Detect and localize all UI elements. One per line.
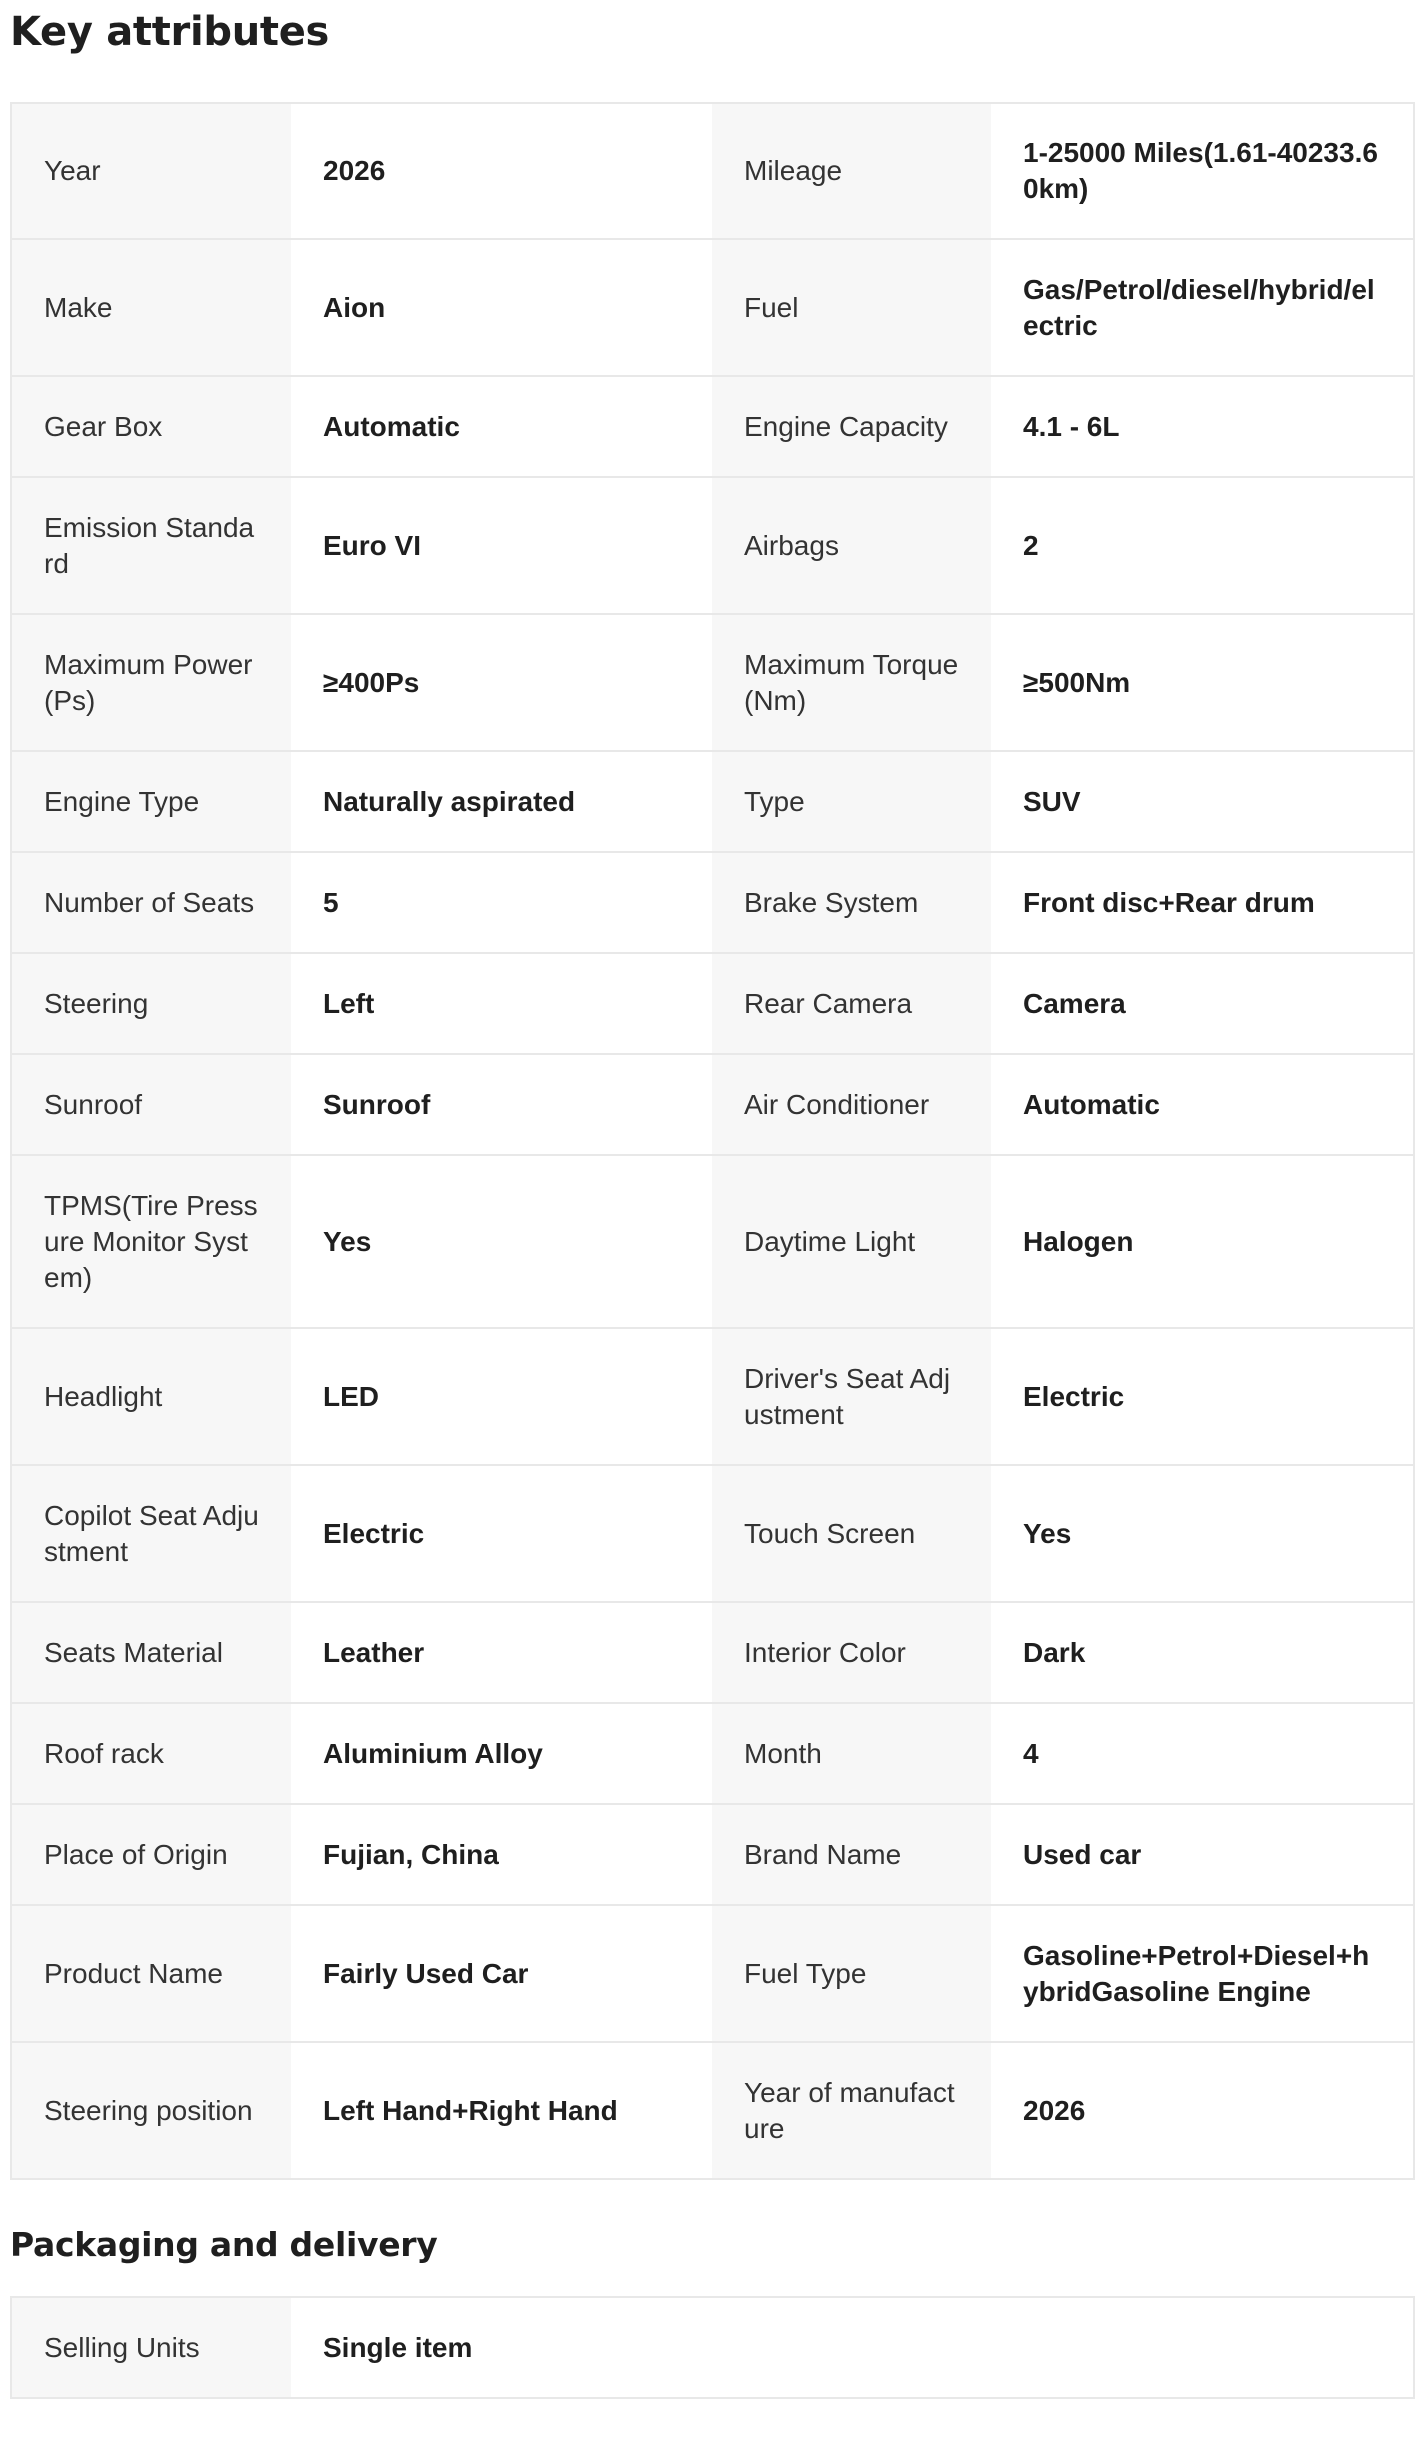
attribute-label: Brand Name bbox=[712, 1804, 991, 1905]
attribute-value: Sunroof bbox=[291, 1054, 712, 1155]
attribute-value: Left bbox=[291, 953, 712, 1054]
attribute-label: Daytime Light bbox=[712, 1155, 991, 1328]
attribute-label: Roof rack bbox=[11, 1703, 291, 1804]
attribute-row bbox=[11, 239, 1414, 376]
attribute-row bbox=[11, 2042, 1414, 2179]
attribute-value: Yes bbox=[991, 1465, 1414, 1602]
attribute-value: Halogen bbox=[991, 1155, 1414, 1328]
attribute-label: Place of Origin bbox=[11, 1804, 291, 1905]
attribute-label: Air Conditioner bbox=[712, 1054, 991, 1155]
attribute-label: Copilot Seat Adjustment bbox=[11, 1465, 291, 1602]
attribute-value: Front disc+Rear drum bbox=[991, 852, 1414, 953]
attribute-label: Selling Units bbox=[11, 2297, 291, 2398]
attribute-label: Headlight bbox=[11, 1328, 291, 1465]
attribute-label: Type bbox=[712, 751, 991, 852]
attribute-value: Yes bbox=[291, 1155, 712, 1328]
attribute-row bbox=[11, 614, 1414, 751]
attribute-label: Gear Box bbox=[11, 376, 291, 477]
attribute-label: Engine Type bbox=[11, 751, 291, 852]
attribute-label: Number of Seats bbox=[11, 852, 291, 953]
attribute-value: Gas/Petrol/diesel/hybrid/electric bbox=[991, 239, 1414, 376]
attribute-label: Brake System bbox=[712, 852, 991, 953]
attribute-label: Fuel bbox=[712, 239, 991, 376]
attribute-label: Steering bbox=[11, 953, 291, 1054]
attribute-row bbox=[11, 1703, 1414, 1804]
attribute-value: Fujian, China bbox=[291, 1804, 712, 1905]
attribute-row bbox=[11, 751, 1414, 852]
attribute-value: Camera bbox=[991, 953, 1414, 1054]
attribute-value: 4.1 - 6L bbox=[991, 376, 1414, 477]
attribute-row bbox=[11, 1602, 1414, 1703]
attribute-label: Product Name bbox=[11, 1905, 291, 2042]
attribute-value: 1-25000 Miles(1.61-40233.60km) bbox=[991, 103, 1414, 239]
attribute-value: Naturally aspirated bbox=[291, 751, 712, 852]
attribute-value: SUV bbox=[991, 751, 1414, 852]
attribute-row bbox=[11, 1328, 1414, 1465]
attribute-row bbox=[11, 1155, 1414, 1328]
attribute-value: Aion bbox=[291, 239, 712, 376]
attribute-value: Dark bbox=[991, 1602, 1414, 1703]
attribute-row bbox=[11, 2297, 1414, 2398]
attribute-value: Used car bbox=[991, 1804, 1414, 1905]
attribute-value: Electric bbox=[991, 1328, 1414, 1465]
attribute-row bbox=[11, 1905, 1414, 2042]
attribute-label: Seats Material bbox=[11, 1602, 291, 1703]
attribute-label: Maximum Torque(Nm) bbox=[712, 614, 991, 751]
attribute-label: Emission Standard bbox=[11, 477, 291, 614]
attribute-label: Maximum Power(Ps) bbox=[11, 614, 291, 751]
attribute-value: Electric bbox=[291, 1465, 712, 1602]
attribute-row bbox=[11, 852, 1414, 953]
packaging-title: Packaging and delivery bbox=[10, 2225, 438, 2264]
attribute-value: 5 bbox=[291, 852, 712, 953]
attribute-label: Month bbox=[712, 1703, 991, 1804]
attribute-value: 4 bbox=[991, 1703, 1414, 1804]
attribute-value: Gasoline+Petrol+Diesel+hybridGasoline Engine bbox=[991, 1905, 1414, 2042]
attribute-label: Engine Capacity bbox=[712, 376, 991, 477]
attribute-value: Left Hand+Right Hand bbox=[291, 2042, 712, 2179]
attribute-row bbox=[11, 1804, 1414, 1905]
attribute-label: Sunroof bbox=[11, 1054, 291, 1155]
attribute-value: ≥400Ps bbox=[291, 614, 712, 751]
attribute-row bbox=[11, 477, 1414, 614]
attribute-row bbox=[11, 1054, 1414, 1155]
attribute-label: Interior Color bbox=[712, 1602, 991, 1703]
attribute-value: ≥500Nm bbox=[991, 614, 1414, 751]
attribute-label: Fuel Type bbox=[712, 1905, 991, 2042]
attribute-row bbox=[11, 1465, 1414, 1602]
attribute-value: 2 bbox=[991, 477, 1414, 614]
attribute-label: Year of manufacture bbox=[712, 2042, 991, 2179]
attribute-value: Leather bbox=[291, 1602, 712, 1703]
attribute-row bbox=[11, 103, 1414, 239]
attribute-value: 2026 bbox=[991, 2042, 1414, 2179]
attribute-label: TPMS(Tire Pressure Monitor System) bbox=[11, 1155, 291, 1328]
attribute-row bbox=[11, 376, 1414, 477]
attribute-label: Driver's Seat Adjustment bbox=[712, 1328, 991, 1465]
attribute-label: Make bbox=[11, 239, 291, 376]
key-attributes-title: Key attributes bbox=[10, 9, 330, 55]
attribute-label: Touch Screen bbox=[712, 1465, 991, 1602]
attribute-label: Steering position bbox=[11, 2042, 291, 2179]
attribute-label: Mileage bbox=[712, 103, 991, 239]
attribute-row bbox=[11, 953, 1414, 1054]
attribute-value: Aluminium Alloy bbox=[291, 1703, 712, 1804]
attribute-label: Airbags bbox=[712, 477, 991, 614]
attribute-value: LED bbox=[291, 1328, 712, 1465]
packaging-table bbox=[10, 2296, 1415, 2399]
attribute-value: 2026 bbox=[291, 103, 712, 239]
attribute-value: Automatic bbox=[991, 1054, 1414, 1155]
attribute-label: Rear Camera bbox=[712, 953, 991, 1054]
key-attributes-table bbox=[10, 102, 1415, 2180]
attribute-value: Euro VI bbox=[291, 477, 712, 614]
attribute-value: Single item bbox=[291, 2297, 1414, 2398]
attribute-value: Automatic bbox=[291, 376, 712, 477]
attribute-label: Year bbox=[11, 103, 291, 239]
attribute-value: Fairly Used Car bbox=[291, 1905, 712, 2042]
